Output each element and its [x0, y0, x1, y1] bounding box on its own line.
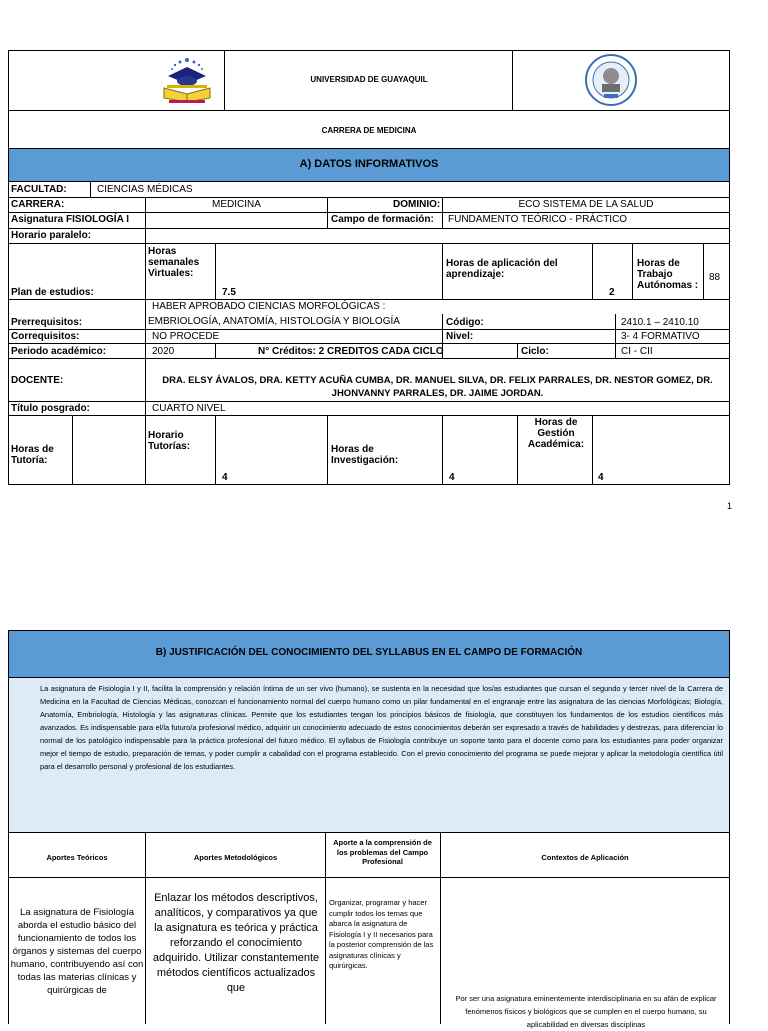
codigo-label: Código:: [446, 317, 484, 328]
dominio-value: ECO SISTEMA DE LA SALUD: [518, 199, 654, 210]
nivel-value: 3- 4 FORMATIVO: [621, 331, 700, 342]
horas-trabajo-label: Horas de Trabajo Autónomas :: [637, 258, 699, 291]
prerrequisitos-value-1: HABER APROBADO CIENCIAS MORFOLÓGICAS :: [152, 301, 386, 312]
col-header-aporte-comprension: Aporte a la comprensión de los problemas del Campo Profesional: [333, 838, 432, 866]
col-header-aportes-teoricos: Aportes Teóricos: [46, 853, 108, 862]
docente-value-2: JHONVANNY PARRALES, DR. JAIME JORDAN.: [331, 388, 544, 399]
docente-label: DOCENTE:: [11, 375, 64, 386]
col-body-contextos: Por ser una asignatura eminentemente interdisciplinaria en su afán de explicar fenómenos físicos y biológicos que se cumplen en el cuerpo humano, su aplicabilidad en diversas disciplinas: [455, 994, 717, 1029]
periodo-value: 2020: [152, 346, 175, 357]
horas-gestion-value: 4: [598, 472, 604, 483]
col-body-aportes-metodologicos: Enlazar los métodos descriptivos, analíticos, y comparativos ya que la asignatura es teórica y práctica reforzando el conocimiento adquirido. Utilizar constantemente métodos científicos actualizados que: [152, 892, 320, 994]
codigo-value: 2410.1 – 2410.10: [621, 317, 699, 328]
ciclo-label: Ciclo:: [521, 346, 549, 357]
university-name: UNIVERSIDAD DE GUAYAQUIL: [310, 75, 428, 84]
campo-value: FUNDAMENTO TEÓRICO - PRÁCTICO: [448, 214, 628, 225]
plan-estudios-label: Plan de estudios:: [11, 287, 94, 298]
docente-value-1: DRA. ELSY ÁVALOS, DRA. KETTY ACUÑA CUMBA, DR. MANUEL SILVA, DR. FELIX PARRALES, DR. NESTOR GOMEZ, DR.: [162, 375, 713, 386]
horas-tutoria-label: Horas de Tutoría:: [11, 444, 54, 466]
carrera-value: MEDICINA: [212, 199, 261, 210]
horario-paralelo-label: Horario paralelo:: [11, 230, 92, 241]
creditos-label: N° Créditos: 2 CREDITOS CADA CICLO: [258, 346, 444, 357]
horas-aplicacion-value: 2: [609, 287, 615, 298]
horas-virtuales-label: Horas semanales Virtuales:: [148, 246, 200, 279]
correquisitos-value: NO PROCEDE: [152, 331, 220, 342]
section-b-paragraph: La asignatura de Fisiología I y II, facilita la comprensión y relación íntima de un ser vivo (humano), se sustenta en la necesidad que los/as estudiantes que cursan el segundo y tercer nivel de la Carrera de Medicina en la Facultad de Ciencias Médicas, conozcan el funcionamiento normal del cuerpo humano como un pilar fundamental en el engranaje entre las asignatura de las ciencias Morfológicas; Biología, Anatomía, Embriología, Histología y las asignaturas clínicas. Permite que los estudiantes tengan los principios básicos de fisiología, que constituyen los fundamentos de los estudios científicos más avanzados. Es indispensable para el/la futuro/a profesional médico, adquirir un conocimiento adecuado de estos conocimientos deberán ser expresado a través de habilidades y destrezas, para diferenciar lo normal de los patológico indispensable para la práctica profesional del futuro médico. El syllabus de Fisiología contribuye un soporte tanto para el docente como para los estudiantes para poder organizar mejor el tiempo de estudio, preparación de temas, y poder cumplir a cabalidad con el programa establecido. Con el previo conocimiento del programa se puede mejorar y aplicar la metodología científica útil para el desarrollo personal y profesional de los estudiantes.: [40, 684, 723, 771]
university-logo: [156, 54, 218, 106]
horas-investigacion-label: Horas de Investigación:: [331, 444, 399, 466]
nivel-label: Nivel:: [446, 331, 474, 342]
prerrequisitos-value-2: EMBRIOLOGÍA, ANATOMÍA, HISTOLOGÍA Y BIOLOGÍA: [148, 316, 400, 327]
carrera-label: CARRERA:: [11, 199, 65, 210]
horas-aplicacion-label: Horas de aplicación del aprendizaje:: [446, 258, 558, 280]
correquisitos-label: Correquisitos:: [11, 331, 80, 342]
col-body-aporte-comprension: Organizar, programar y hacer cumplir todos los temas que abarca la asignatura de Fisiología I y II necesarios para la posterior comprensión de las asignaturas clínicas y quirúrgicas.: [329, 898, 434, 970]
col-header-contextos: Contextos de Aplicación: [541, 853, 629, 862]
ciclo-value: CI - CII: [621, 346, 653, 357]
horas-trabajo-value: 88: [709, 272, 721, 283]
medicine-seal-logo: [585, 54, 637, 106]
horas-gestion-label: Horas de Gestión Académica:: [527, 417, 585, 450]
asignatura-label: Asignatura FISIOLOGÍA I: [11, 214, 129, 225]
horas-investigacion-value: 4: [449, 472, 455, 483]
section-a-title: A) DATOS INFORMATIVOS: [299, 158, 439, 170]
titulo-posgrado-value: CUARTO NIVEL: [152, 403, 226, 414]
prerrequisitos-label: Prerrequisitos:: [11, 317, 83, 328]
horario-tutorias-value: 4: [222, 472, 228, 483]
col-header-aportes-metodologicos: Aportes Metodológicos: [193, 853, 278, 862]
horario-tutorias-label: Horario Tutorías:: [148, 430, 191, 452]
horas-virtuales-value: 7.5: [222, 287, 236, 298]
titulo-posgrado-label: Título posgrado:: [11, 403, 90, 414]
facultad-label: FACULTAD:: [11, 184, 67, 195]
career-title: CARRERA DE MEDICINA: [321, 126, 417, 135]
page-number: 1: [727, 501, 733, 511]
facultad-value: CIENCIAS MÉDICAS: [97, 184, 193, 195]
periodo-label: Periodo académico:: [11, 346, 107, 357]
col-body-aportes-teoricos: La asignatura de Fisiología aborda el estudio básico del funcionamiento de todos los órganos y sistemas del cuerpo humano, contribuyendo así con todas las materias clínicas y quirúrgicas de: [10, 907, 144, 996]
section-b-title: B) JUSTIFICACIÓN DEL CONOCIMIENTO DEL SYLLABUS EN EL CAMPO DE FORMACIÓN: [155, 647, 583, 658]
campo-label: Campo de formación:: [331, 214, 434, 225]
dominio-label: DOMINIO:: [393, 199, 441, 210]
